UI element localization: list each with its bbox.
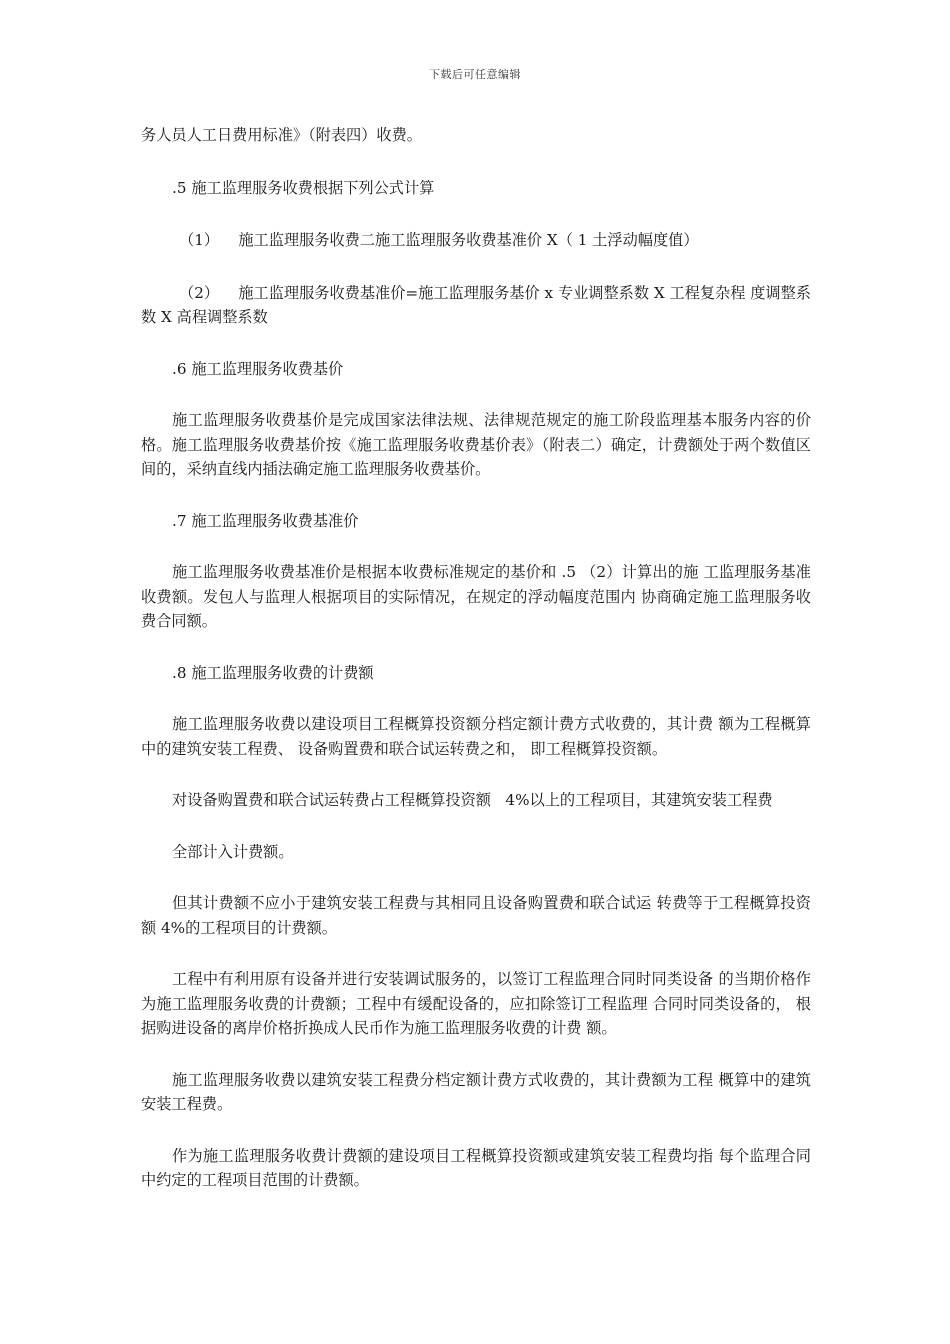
formula-2: （2） 施工监理服务收费基准价=施工监理服务基价 x 专业调整系数 X 工程复杂程 度调整系数 X 高程调整系数 [141, 283, 811, 326]
section-6-paragraph: 施工监理服务收费基价是完成国家法律法规、法律规范规定的施工阶段监理基本服务内容的价格。施工监理服务收费基价按《施工监理服务收费基价表》（附表二）确定，计费额处于两个数值区间的，采纳直线内插法确定施工监理服务收费基价。 [141, 411, 811, 478]
section-6-heading: .6 施工监理服务收费基价 [172, 359, 344, 378]
section-8-paragraph-5: 工程中有利用原有设备并进行安装调试服务的，以签订工程监理合同时同类设备 的当期价格作为施工监理服务收费的计费额；工程中有缓配设备的，应扣除签订工程监理 合同时同类设备的， 根据购进设备的离岸价格折换成人民币作为施工监理服务收费的计费 额。 [141, 970, 811, 1037]
section-8-heading: .8 施工监理服务收费的计费额 [172, 663, 374, 682]
section-8-paragraph-2: 对设备购置费和联合试运转费占工程概算投资额 4%以上的工程项目，其建筑安装工程费 [172, 791, 773, 809]
section-7-paragraph: 施工监理服务收费基准价是根据本收费标准规定的基价和 .5 （2）计算出的施 工监理服务基准收费额。发包人与监理人根据项目的实际情况，在规定的浮动幅度范围内 协商确定施工监理服务收费合同额。 [141, 563, 811, 630]
section-8-paragraph-1: 施工监理服务收费以建设项目工程概算投资额分档定额计费方式收费的，其计费 额为工程概算中的建筑安装工程费、 设备购置费和联合试运转费之和， 即工程概算投资额。 [141, 715, 811, 758]
paragraph-continuation: 务人员人工日费用标准》（附表四）收费。 [141, 126, 422, 144]
section-8-paragraph-7: 作为施工监理服务收费计费额的建设项目工程概算投资额或建筑安装工程费均指 每个监理合同中约定的工程项目范围的计费额。 [141, 1146, 811, 1189]
page-header-note: 下载后可任意编辑 [429, 68, 521, 81]
formula-1: （1） 施工监理服务收费二施工监理服务收费基准价 X（ 1 土浮动幅度值） [179, 231, 699, 249]
section-5-heading: .5 施工监理服务收费根据下列公式计算 [172, 178, 435, 197]
section-7-heading: .7 施工监理服务收费基准价 [172, 511, 359, 530]
document-body [141, 123, 811, 1193]
section-8-paragraph-6: 施工监理服务收费以建筑安装工程费分档定额计费方式收费的，其计费额为工程 概算中的建筑安装工程费。 [141, 1070, 811, 1113]
section-8-paragraph-3: 全部计入计费额。 [172, 842, 294, 861]
section-8-paragraph-4: 但其计费额不应小于建筑安装工程费与其相同且设备购置费和联合试运 转费等于工程概算投资额 4%的工程项目的计费额。 [141, 894, 811, 937]
